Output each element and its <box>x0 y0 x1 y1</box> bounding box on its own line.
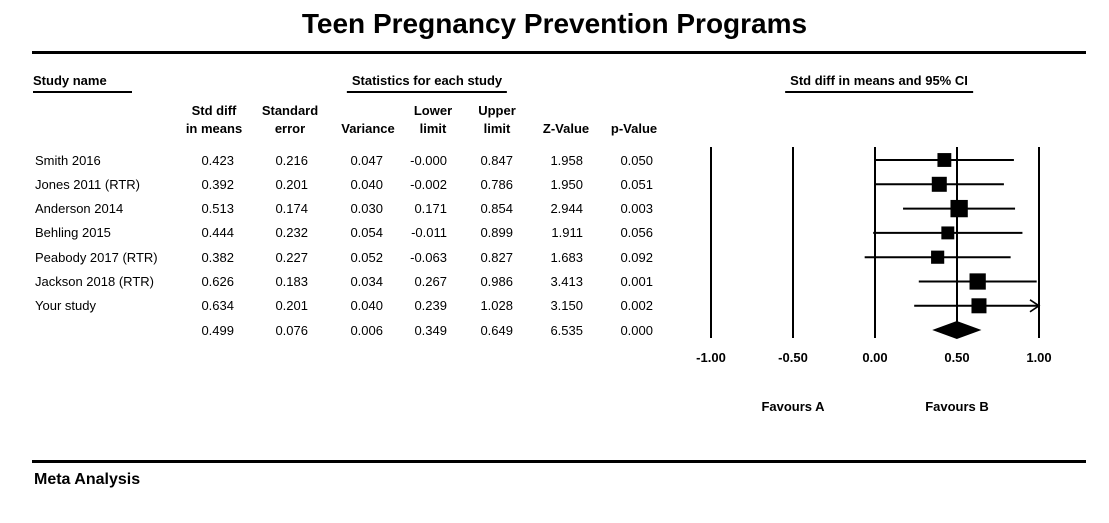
effect-size-marker <box>970 273 986 289</box>
x-tick-label: -1.00 <box>696 350 726 365</box>
column-header-line: limit <box>483 121 511 136</box>
cell-standard-error: 0.174 <box>275 201 308 217</box>
cell-standard-error: 0.201 <box>275 176 308 192</box>
cell-upper-limit: 0.854 <box>480 201 513 217</box>
cell-p-value: 0.050 <box>620 152 653 168</box>
effect-size-marker <box>971 298 986 313</box>
cell-upper-limit: 0.827 <box>480 249 513 265</box>
column-header-line: Std diff <box>191 103 237 118</box>
cell-z-value: 1.950 <box>550 176 583 192</box>
column-header-line: limit <box>419 121 447 136</box>
cell-upper-limit: 0.649 <box>480 322 513 338</box>
x-tick-label: -0.50 <box>778 350 808 365</box>
column-header-line: Standard <box>261 103 319 118</box>
effect-size-marker <box>941 226 954 239</box>
cell-z-value: 1.911 <box>551 225 583 241</box>
cell-p-value: 0.092 <box>620 249 653 265</box>
cell-study-name: Your study <box>35 298 96 314</box>
cell-lower-limit: 0.349 <box>414 322 447 338</box>
cell-std-diff-in-means: 0.382 <box>201 249 234 265</box>
cell-lower-limit: 0.171 <box>414 201 447 217</box>
cell-lower-limit: 0.267 <box>414 274 447 289</box>
cell-z-value: 1.958 <box>550 152 583 168</box>
cell-study-name: Smith 2016 <box>35 152 101 168</box>
cell-p-value: 0.002 <box>620 298 653 314</box>
page-title: Teen Pregnancy Prevention Programs <box>301 8 808 39</box>
cell-lower-limit: 0.239 <box>414 298 447 314</box>
cell-upper-limit: 0.986 <box>480 274 513 289</box>
cell-variance: 0.047 <box>350 152 383 168</box>
cell-p-value: 0.051 <box>620 176 653 192</box>
cell-std-diff-in-means: 0.423 <box>201 152 234 168</box>
favours-a-label: Favours A <box>761 399 825 414</box>
column-header-line: error <box>274 121 306 136</box>
bottom-divider <box>32 460 1086 463</box>
cell-study-name: Peabody 2017 (RTR) <box>35 249 158 265</box>
cell-p-value: 0.001 <box>620 274 653 289</box>
cell-study-name: Jones 2011 (RTR) <box>35 176 141 192</box>
cell-variance: 0.034 <box>350 274 383 289</box>
cell-p-value: 0.000 <box>620 322 653 338</box>
cell-z-value: 1.683 <box>550 249 583 265</box>
cell-standard-error: 0.076 <box>275 322 308 338</box>
effect-size-marker <box>932 177 947 192</box>
cell-study-name: Behling 2015 <box>35 225 111 241</box>
effect-size-marker <box>950 200 967 217</box>
favours-b-label: Favours B <box>925 399 989 414</box>
cell-lower-limit: -0.011 <box>411 225 447 241</box>
cell-z-value: 6.535 <box>550 322 583 338</box>
cell-std-diff-in-means: 0.392 <box>201 176 234 192</box>
cell-variance: 0.006 <box>350 322 383 338</box>
x-tick-label: 0.50 <box>944 350 970 365</box>
cell-variance: 0.030 <box>350 201 383 217</box>
cell-upper-limit: 0.847 <box>480 152 513 168</box>
statistics-section-header: Statistics for each study <box>347 73 507 93</box>
cell-p-value: 0.056 <box>620 225 653 241</box>
column-header-line: Variance <box>341 121 395 136</box>
cell-standard-error: 0.201 <box>275 298 308 314</box>
cell-lower-limit: -0.002 <box>410 176 447 192</box>
column-header-line: p-Value <box>610 121 658 136</box>
column-header-line: Upper <box>478 103 516 118</box>
cell-variance: 0.040 <box>350 176 383 192</box>
cell-study-name: Anderson 2014 <box>35 201 124 217</box>
cell-variance: 0.040 <box>350 298 383 314</box>
cell-standard-error: 0.232 <box>275 225 308 241</box>
cell-std-diff-in-means: 0.444 <box>201 225 234 241</box>
cell-variance: 0.052 <box>350 249 383 265</box>
column-header-line: Lower <box>413 103 453 118</box>
cell-std-diff-in-means: 0.513 <box>201 201 234 217</box>
cell-upper-limit: 0.899 <box>480 225 513 241</box>
plot-section-header: Std diff in means and 95% CI <box>785 73 973 93</box>
x-tick-label: 0.00 <box>862 350 888 365</box>
column-header-line: in means <box>185 121 243 136</box>
cell-standard-error: 0.227 <box>275 249 308 265</box>
cell-variance: 0.054 <box>350 225 383 241</box>
column-header-line: Z-Value <box>542 121 590 136</box>
cell-standard-error: 0.216 <box>275 152 308 168</box>
effect-size-marker <box>931 251 944 264</box>
cell-std-diff-in-means: 0.634 <box>201 298 234 314</box>
cell-standard-error: 0.183 <box>275 274 308 289</box>
study-name-column-header: Study name <box>33 73 132 93</box>
cell-upper-limit: 1.028 <box>480 298 513 314</box>
cell-lower-limit: -0.000 <box>410 152 447 168</box>
x-tick-label: 1.00 <box>1026 350 1052 365</box>
cell-z-value: 3.413 <box>550 274 583 289</box>
cell-z-value: 3.150 <box>550 298 583 314</box>
footer-label: Meta Analysis <box>34 471 141 488</box>
cell-std-diff-in-means: 0.499 <box>201 322 234 338</box>
cell-std-diff-in-means: 0.626 <box>201 274 234 289</box>
cell-p-value: 0.003 <box>620 201 653 217</box>
cell-study-name: Jackson 2018 (RTR) <box>35 274 154 289</box>
summary-diamond <box>932 321 981 339</box>
cell-upper-limit: 0.786 <box>480 176 513 192</box>
effect-size-marker <box>937 153 951 167</box>
cell-lower-limit: -0.063 <box>410 249 447 265</box>
cell-z-value: 2.944 <box>550 201 583 217</box>
